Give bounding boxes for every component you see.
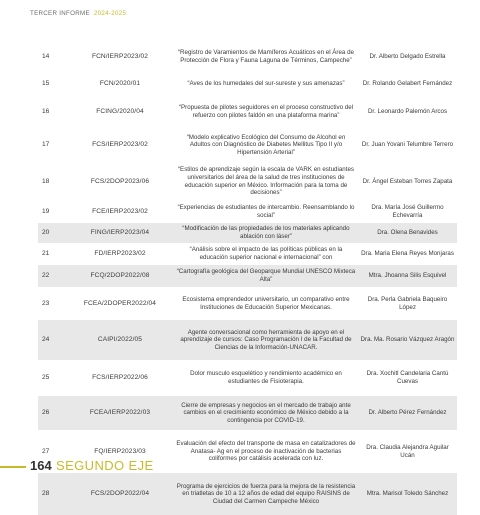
page-footer — [0, 452, 480, 480]
project-lead: Dra. Xochitl Candelaria Cantú Cuevas — [366, 370, 449, 385]
row-number: 28 — [42, 490, 50, 498]
row-number: 23 — [42, 299, 50, 307]
section-title: SEGUNDO EJE — [56, 458, 154, 473]
project-lead: Dr. Ángel Esteban Torres Zapata — [362, 177, 453, 185]
project-code: FCS/2DOP2022/04 — [90, 490, 150, 498]
project-lead: Dr. Rolando Gelabert Fernández — [362, 80, 453, 88]
row-number: 20 — [42, 229, 50, 237]
table-row — [38, 360, 457, 396]
project-title: Cierre de empresas y negocios en el mercado de trabajo ante cambios en el crecimiento económico de México debido a la contingencia por COVID-19. — [181, 401, 351, 424]
project-code: FCEA/IERP2022/03 — [89, 409, 151, 417]
row-number: 21 — [42, 250, 50, 258]
project-lead: Dr. Alberto Pérez Fernández — [368, 409, 447, 417]
project-lead: Dra. Perla Gabriela Baqueiro López — [367, 295, 448, 311]
project-title: Programa de ejercicios de fuerza para la mejora de la resistencia en triatletas de 10 a 12 años de edad del equipo RAISINS de Ciudad del Carmen Campeche México — [176, 482, 356, 505]
table-row — [38, 265, 457, 287]
project-code: FCS/2DOP2023/06 — [90, 177, 150, 185]
row-number: 14 — [42, 52, 50, 60]
row-number: 25 — [42, 374, 50, 382]
project-code: FCN/2020/01 — [99, 80, 141, 88]
table-row — [38, 128, 457, 162]
project-code: FCE/IERP2023/02 — [92, 208, 148, 216]
report-years: 2024-2025 — [93, 10, 127, 17]
project-title: “Modelo explicativo Ecológico del Consumo de Alcohol en Adultos con Diagnóstico de Diabetes Mellitus Tipo II y/o Hipertensión Arterial” — [186, 133, 346, 156]
project-title: “Registro de Varamientos de Mamíferos Acuáticos en el Área de Protección de Flora y Fauna Laguna de Términos, Campeche” — [178, 48, 354, 64]
row-number: 18 — [42, 177, 50, 185]
project-lead: Dra. Claudia Alejandra Aguilar Ucán — [366, 443, 449, 459]
project-code: FD/IERP2023/02 — [94, 250, 146, 258]
project-title: “Estilos de aprendizaje según la escala de VARK en estudiantes universitarios del área de la salud de tres instituciones de educación superior en México. Información para la toma de decisiones” — [178, 166, 354, 197]
project-code: FCS/IERP2022/06 — [92, 374, 148, 382]
project-title: Agente conversacional como herramienta de apoyo en el aprendizaje de cursos: Caso Programación I de la Facultad de Ciencias de la Información-UNACAR. — [180, 328, 352, 351]
project-code: FQ/IERP2023/03 — [94, 447, 146, 455]
row-number: 16 — [42, 107, 50, 115]
page-header — [30, 10, 126, 17]
table-row — [38, 287, 457, 320]
project-code: FCQ/2DOP2022/08 — [90, 272, 150, 280]
table-row — [38, 396, 457, 430]
project-title: Evaluación del efecto del transporte de masa en catalizadores de Anatasa- Ag en el proceso de inactivación de bacterias coliformes por catálisis acelerada con luz. — [176, 440, 356, 463]
project-lead: Dra. María José Guillermo Echevarría — [371, 204, 444, 219]
project-lead: Dra. Maria Elena Reyes Monjaras — [361, 250, 454, 258]
project-title: “Experiencias de estudiantes de intercambio. Reensamblando lo social” — [177, 204, 355, 219]
project-code: CAIPI/2022/05 — [97, 336, 143, 344]
project-lead: Mtra. Marisol Toledo Sánchez — [366, 490, 449, 498]
project-code: FCS/IERP2023/02 — [92, 141, 148, 149]
project-code: FCN/IERP2023/02 — [91, 52, 149, 60]
project-lead: Mtra. Jhoanna Silis Esquivel — [368, 272, 447, 280]
row-number: 15 — [42, 80, 50, 88]
row-number: 19 — [42, 208, 50, 216]
project-title: “Aves de los humedales del sur-sureste y sus amenazas” — [187, 80, 345, 88]
projects-table — [38, 40, 457, 515]
table-row — [38, 201, 457, 223]
project-title: Ecosistema emprendedor universitario, un comparativo entre Instituciones de Educación Superior Mexicanas. — [182, 295, 350, 311]
project-code: FCING/2020/04 — [96, 107, 144, 115]
project-title: “Cartografía geológica del Geoparque Mundial UNESCO Mixteca Alta” — [176, 268, 356, 283]
project-title: “Análisis sobre el impacto de las políticas públicas en la educación superior nacional e internacional” con — [189, 246, 343, 261]
table-row — [38, 243, 457, 265]
table-row — [38, 223, 457, 243]
row-number: 24 — [42, 336, 50, 344]
project-lead: Dra. Ma. Rosario Vázquez Aragón — [360, 336, 455, 344]
row-number: 22 — [42, 272, 50, 280]
report-title: TERCER INFORME — [30, 10, 90, 17]
table-row — [38, 73, 457, 95]
project-lead: Dr. Juan Yovani Telumbre Terrero — [361, 141, 454, 149]
accent-bar — [0, 466, 26, 468]
project-lead: Dr. Leonardo Palemón Arcos — [367, 107, 448, 115]
row-number: 17 — [42, 141, 50, 149]
project-code: FING/IERP2023/04 — [90, 229, 150, 237]
project-lead: Dra. Olena Benavides — [377, 229, 438, 237]
project-code: FCEA/2DOPER2022/04 — [83, 299, 157, 307]
row-number: 26 — [42, 409, 50, 417]
table-row — [38, 40, 457, 73]
table-row — [38, 95, 457, 128]
project-title: Dolor musculo esquelético y rendimiento académico en estudiantes de Fisioterapia. — [190, 370, 342, 385]
row-number: 27 — [42, 447, 50, 455]
page-number: 164 — [30, 458, 52, 473]
project-title: “Propuesta de pilotes seguidores en el proceso constructivo del refuerzo con pilotes faldón en una plataforma marina” — [178, 103, 354, 119]
project-lead: Dr. Alberto Delgado Estrella — [369, 52, 446, 60]
table-row — [38, 162, 457, 201]
table-row — [38, 320, 457, 360]
project-title: “Modificación de las propiedades de los materiales aplicando ablación con láser” — [182, 225, 350, 240]
